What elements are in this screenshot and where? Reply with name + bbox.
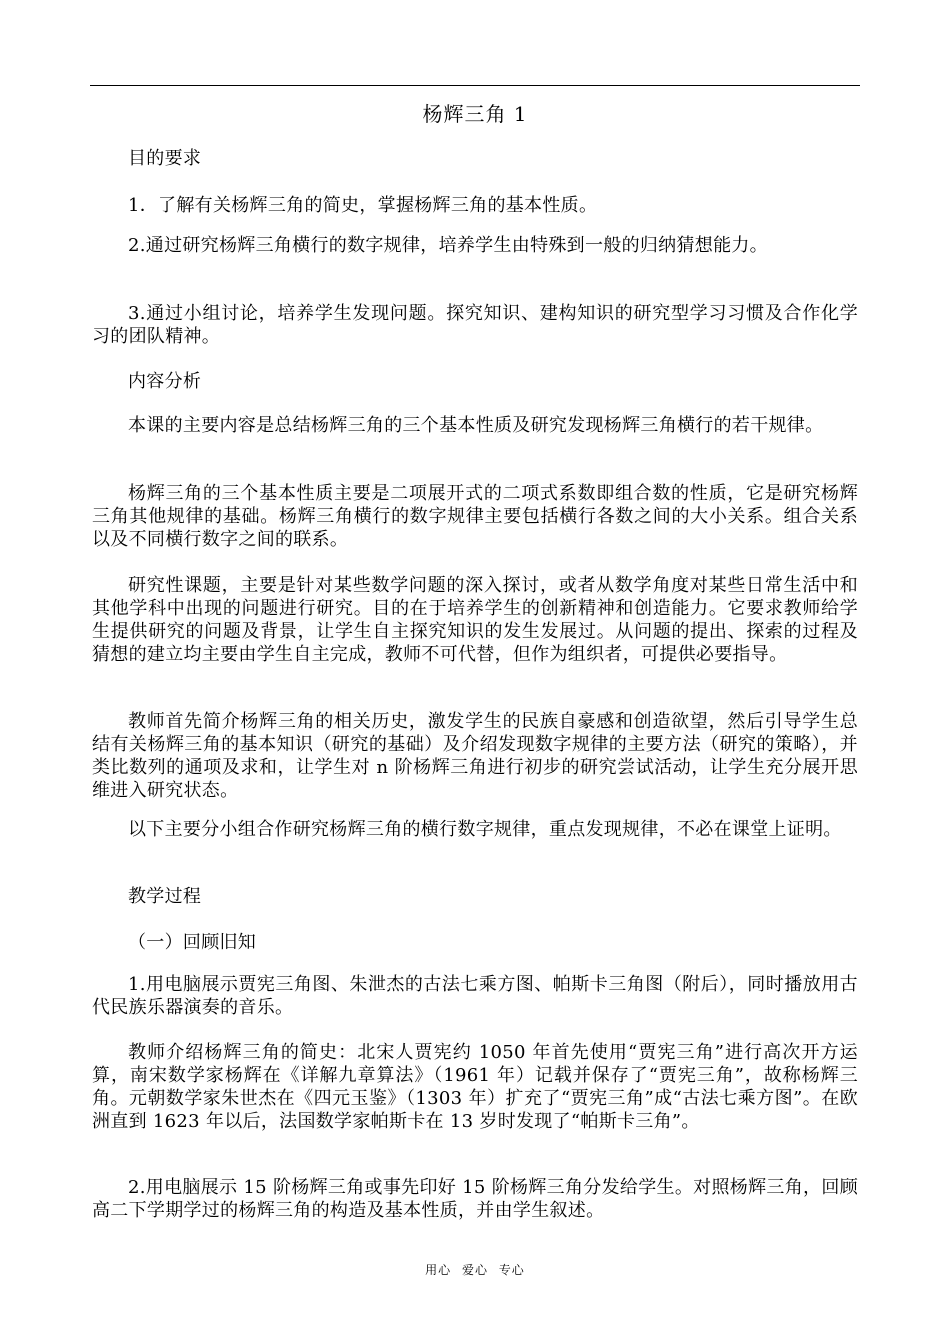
section-heading-objectives: 目的要求 xyxy=(128,148,202,169)
content-paragraph-3: 研究性课题，主要是针对某些数学问题的深入探讨，或者从数学角度对某些日常生活中和其他学科中出现的问题进行研究。目的在于培养学生的创新精神和创造能力。它要求教师给学生提供研究的问题及背景，让学生自主探究知识的发生发展过。从问题的提出、探索的过程及猜想的建立均主要由学生自主完成，教师不可代替，但作为组织者，可提供必要指导。 xyxy=(92,575,858,665)
page-footer: 用心 爱心 专心 xyxy=(425,1263,525,1277)
document-title: 杨辉三角 1 xyxy=(422,102,528,126)
objective-2: 2.通过研究杨辉三角横行的数字规律，培养学生由特殊到一般的归纳猜想能力。 xyxy=(128,235,768,256)
section-heading-teaching-process: 教学过程 xyxy=(128,886,202,907)
history-paragraph: 教师介绍杨辉三角的简史：北宋人贾宪约 1050 年首先使用“贾宪三角”进行高次开方运算，南宋数学家杨辉在《详解九章算法》（1961 年）记载并保存了“贾宪三角”，故称杨辉三角。元朝数学家朱世杰在《四元玉鉴》（1303 年）扩充了“贾宪三角”成“古法七乘方图”。在欧洲直到 1623 年以后，法国数学家帕斯卡在 13 岁时发现了“帕斯卡三角”。 xyxy=(92,1042,858,1132)
header-rule xyxy=(90,85,860,86)
process-step-2: 2.用电脑展示 15 阶杨辉三角或事先印好 15 阶杨辉三角分发给学生。对照杨辉三角，回顾高二下学期学过的杨辉三角的构造及基本性质，并由学生叙述。 xyxy=(92,1177,858,1221)
section-heading-content-analysis: 内容分析 xyxy=(128,371,202,392)
subsection-heading-review: （一）回顾旧知 xyxy=(128,932,257,953)
process-step-1: 1.用电脑展示贾宪三角图、朱泄杰的古法七乘方图、帕斯卡三角图（附后），同时播放用古代民族乐器演奏的音乐。 xyxy=(92,974,858,1018)
content-paragraph-1: 本课的主要内容是总结杨辉三角的三个基本性质及研究发现杨辉三角横行的若干规律。 xyxy=(128,415,824,436)
content-paragraph-5: 以下主要分小组合作研究杨辉三角的横行数字规律，重点发现规律，不必在课堂上证明。 xyxy=(128,819,842,840)
objective-1: 1．了解有关杨辉三角的简史，掌握杨辉三角的基本性质。 xyxy=(128,195,598,216)
content-paragraph-2: 杨辉三角的三个基本性质主要是二项展开式的二项式系数即组合数的性质，它是研究杨辉三角其他规律的基础。杨辉三角横行的数字规律主要包括横行各数之间的大小关系。组合关系以及不同横行数字之间的联系。 xyxy=(92,483,858,550)
content-paragraph-4: 教师首先简介杨辉三角的相关历史，激发学生的民族自豪感和创造欲望，然后引导学生总结有关杨辉三角的基本知识（研究的基础）及介绍发现数字规律的主要方法（研究的策略），并类比数列的通项及求和，让学生对 n 阶杨辉三角进行初步的研究尝试活动，让学生充分展开思维进入研究状态。 xyxy=(92,711,858,801)
objective-3: 3.通过小组讨论，培养学生发现问题。探究知识、建构知识的研究型学习习惯及合作化学习的团队精神。 xyxy=(92,303,858,347)
